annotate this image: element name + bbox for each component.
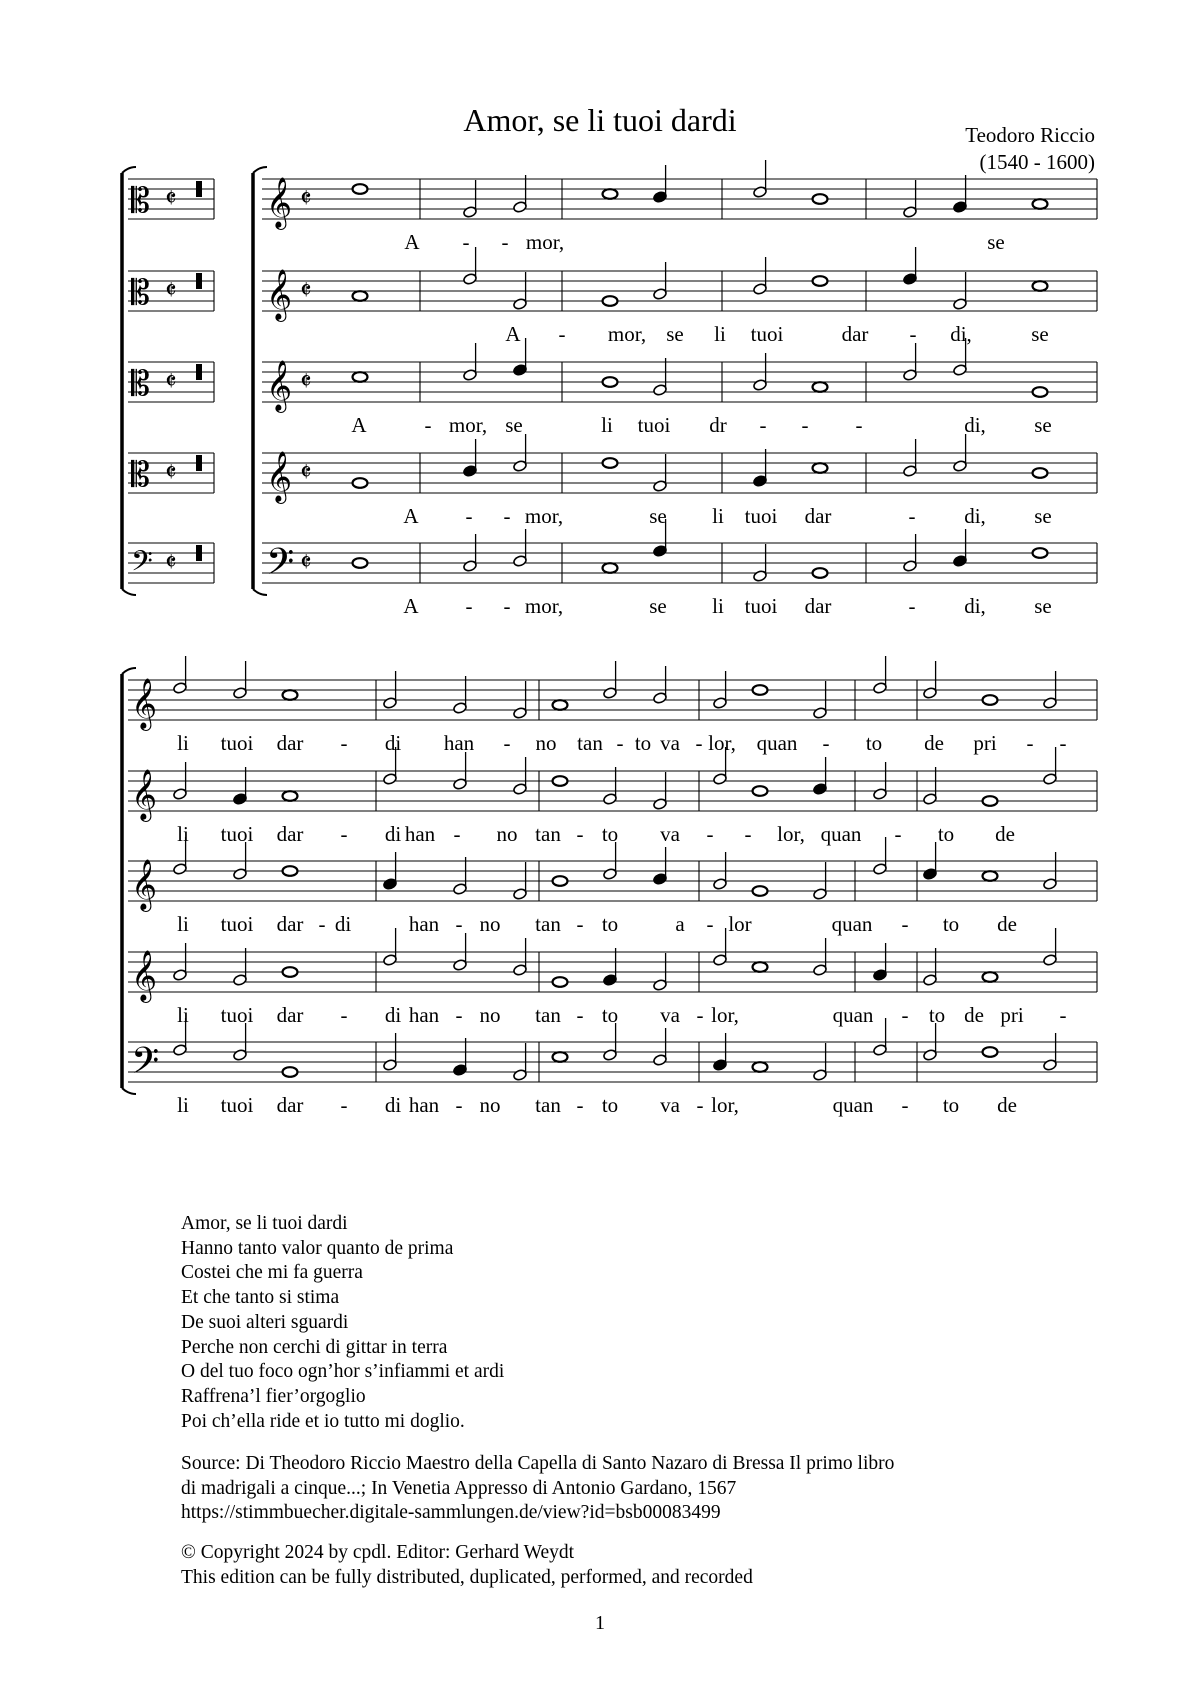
half-note: [653, 1028, 668, 1066]
whole-note: [813, 382, 828, 392]
incipit-clef: 𝄡: [131, 273, 150, 313]
half-note: [383, 928, 398, 966]
lyric-syllable: han: [443, 731, 475, 755]
lyric-syllable: -: [696, 1003, 704, 1027]
poem-line: Hanno tanto valor quanto de prima: [181, 1237, 454, 1259]
composer-dates: (1540 - 1600): [979, 150, 1095, 174]
staff: [262, 543, 1097, 583]
voice-3: [128, 338, 1097, 437]
lyric-syllable: lor,: [711, 1093, 739, 1117]
half-note: [923, 767, 938, 805]
whole-note: [603, 377, 618, 387]
license-line: This edition can be fully distributed, duplicated, performed, and recorded: [181, 1566, 753, 1588]
lyric-syllable: to: [601, 912, 619, 936]
whole-note: [353, 291, 368, 301]
lyric-syllable: dar: [276, 1003, 304, 1027]
whole-note: [283, 690, 298, 700]
poem-text: [181, 1212, 504, 1434]
lyric-syllable: to: [634, 731, 652, 755]
lyric-syllable: to: [942, 1093, 960, 1117]
lyric-syllable: -: [696, 1093, 704, 1117]
lyric-syllable: tan: [577, 731, 603, 755]
quarter-note: [813, 757, 828, 795]
lyric-syllable: dar: [276, 822, 304, 846]
whole-note: [813, 276, 828, 286]
clef: 𝄞: [131, 678, 158, 729]
lyric-syllable: se: [1034, 413, 1052, 437]
lyric-syllable: di: [384, 822, 402, 846]
lyric-syllable: to: [865, 731, 883, 755]
half-note: [873, 1018, 888, 1056]
lyric-syllable: -: [576, 1003, 584, 1027]
lyric-syllable: tuoi: [220, 1003, 254, 1027]
half-note: [903, 439, 918, 477]
half-note: [713, 928, 728, 966]
whole-note: [753, 1062, 768, 1072]
half-note: [513, 757, 528, 795]
clef: 𝄞: [266, 269, 293, 320]
copyright-note: [181, 1541, 753, 1590]
staff: [128, 861, 1097, 901]
staff: [128, 952, 1097, 992]
lyric-syllable: tuoi: [220, 1093, 254, 1117]
quarter-note: [903, 247, 918, 285]
poem-line: O del tuo foco ogn’hor s’infiammi et ardi: [181, 1361, 505, 1383]
lyric-syllable: tuoi: [220, 731, 254, 755]
lyric-syllable: -: [901, 1003, 909, 1027]
lyric-syllable: -: [908, 504, 916, 528]
lyric-syllable: se: [987, 230, 1005, 254]
lyric-syllable: -: [455, 1003, 463, 1027]
lyric-syllable: -: [340, 1093, 348, 1117]
lyric-syllable: no: [479, 1093, 501, 1117]
lyric-syllable: quan: [831, 912, 873, 936]
lyric-syllable: to: [942, 912, 960, 936]
incipit-clef: 𝄡: [131, 364, 150, 404]
half-note: [1043, 747, 1058, 785]
clef: 𝄢: [131, 1040, 160, 1091]
lyric-syllable: -: [1026, 731, 1034, 755]
lyric-syllable: -: [576, 822, 584, 846]
lyric-syllable: -: [453, 822, 461, 846]
voice-1: [128, 160, 1097, 254]
lyric-syllable: li: [177, 1093, 189, 1117]
clef: 𝄢: [266, 541, 295, 592]
lyric-syllable: A: [403, 504, 419, 528]
lyric-syllable: di,: [964, 413, 986, 437]
lyric-syllable: li: [177, 912, 189, 936]
staff: [128, 680, 1097, 720]
quarter-note: [603, 948, 618, 986]
half-note: [653, 358, 668, 396]
lyric-syllable: dar: [804, 504, 832, 528]
lyric-syllable: han: [404, 822, 436, 846]
quarter-note: [453, 1038, 468, 1076]
lyric-syllable: han: [408, 1093, 440, 1117]
lyric-syllable: de: [997, 1093, 1017, 1117]
lyric-syllable: mor,: [524, 504, 564, 528]
page-title: Amor, se li tuoi dardi: [463, 102, 737, 138]
lyric-syllable: -: [340, 1003, 348, 1027]
lyric-syllable: -: [695, 731, 703, 755]
lyric-syllable: pri: [973, 731, 997, 755]
lyric-syllable: dar: [276, 731, 304, 755]
poem-line: Costei che mi fa guerra: [181, 1262, 363, 1284]
whole-note: [283, 967, 298, 977]
time-signature: 𝄵: [300, 184, 312, 214]
voice-4: [128, 928, 1097, 1027]
lyric-syllable: -: [465, 504, 473, 528]
lyric-syllable: -: [822, 731, 830, 755]
page-number: 1: [595, 1612, 605, 1634]
source-note: [181, 1452, 894, 1526]
whole-note: [753, 786, 768, 796]
poem-line: Poi ch’ella ride et io tutto mi doglio.: [181, 1410, 465, 1432]
lyric-syllable: se: [649, 504, 667, 528]
whole-note: [553, 700, 568, 710]
staff: [128, 771, 1097, 811]
whole-note: [753, 685, 768, 695]
lyric-syllable: mor,: [525, 230, 565, 254]
staff: [262, 453, 1097, 493]
lyric-syllable: no: [479, 912, 501, 936]
lyric-syllable: -: [318, 912, 326, 936]
lyric-syllable: -: [744, 822, 752, 846]
lyric-syllable: -: [706, 822, 714, 846]
lyric-syllable: -: [901, 912, 909, 936]
lyric-syllable: to: [601, 822, 619, 846]
breve-rest: [196, 273, 202, 289]
time-signature: 𝄵: [300, 548, 312, 578]
lyric-syllable: de: [997, 912, 1017, 936]
staff: [262, 179, 1097, 219]
time-signature: 𝄵: [165, 184, 177, 214]
lyric-syllable: -: [424, 413, 432, 437]
lyric-syllable: li: [601, 413, 613, 437]
lyric-syllable: -: [801, 413, 809, 437]
whole-note: [753, 962, 768, 972]
poem-line: De suoi alteri sguardi: [181, 1311, 349, 1333]
half-note: [453, 857, 468, 895]
lyric-syllable: di: [384, 1003, 402, 1027]
lyric-syllable: li: [712, 594, 724, 618]
incipit-clef: 𝄢: [131, 545, 153, 585]
lyric-syllable: se: [1034, 594, 1052, 618]
lyric-syllable: tuoi: [637, 413, 671, 437]
lyric-syllable: mor,: [448, 413, 488, 437]
lyric-syllable: -: [1059, 1003, 1067, 1027]
whole-note: [983, 871, 998, 881]
lyric-syllable: quan: [832, 1003, 874, 1027]
bracket-hook: [253, 167, 267, 173]
half-note: [173, 656, 188, 694]
whole-note: [1033, 199, 1048, 209]
voice-3: [128, 837, 1097, 936]
lyric-syllable: A: [505, 322, 521, 346]
time-signature: 𝄵: [300, 458, 312, 488]
lyric-syllable: -: [501, 230, 509, 254]
quarter-note: [233, 767, 248, 805]
lyric-syllable: lor,: [708, 731, 736, 755]
clef: 𝄞: [266, 360, 293, 411]
half-note: [873, 837, 888, 875]
lyric-syllable: se: [649, 594, 667, 618]
whole-note: [353, 478, 368, 488]
lyric-syllable: lor: [728, 912, 752, 936]
half-note: [513, 175, 528, 213]
poem-line: Amor, se li tuoi dardi: [181, 1213, 348, 1234]
whole-note: [553, 1052, 568, 1062]
lyric-syllable: tuoi: [744, 504, 778, 528]
lyric-syllable: li: [177, 1003, 189, 1027]
clef: 𝄞: [266, 177, 293, 228]
whole-note: [283, 866, 298, 876]
lyric-syllable: se: [505, 413, 523, 437]
lyric-syllable: tuoi: [220, 912, 254, 936]
lyric-syllable: A: [404, 230, 420, 254]
lyric-syllable: -: [1059, 731, 1067, 755]
incipit-clef: 𝄡: [131, 181, 150, 221]
lyric-syllable: mor,: [607, 322, 647, 346]
voice-2: [128, 247, 1097, 346]
bracket-hook: [122, 589, 136, 595]
whole-note: [553, 876, 568, 886]
half-note: [1043, 928, 1058, 966]
lyric-syllable: dr: [709, 413, 727, 437]
lyric-syllable: -: [909, 322, 917, 346]
lyric-syllable: to: [928, 1003, 946, 1027]
staff: [262, 271, 1097, 311]
lyric-syllable: dar: [276, 912, 304, 936]
whole-note: [603, 189, 618, 199]
lyric-syllable: lor,: [711, 1003, 739, 1027]
clef: 𝄞: [131, 859, 158, 910]
lyric-syllable: li: [177, 822, 189, 846]
time-signature: 𝄵: [165, 276, 177, 306]
lyric-syllable: di,: [964, 504, 986, 528]
breve-rest: [196, 364, 202, 380]
lyric-syllable: di: [384, 1093, 402, 1117]
lyric-syllable: tan: [535, 822, 561, 846]
source-line: Source: Di Theodoro Riccio Maestro della Capella di Santo Nazaro di Bressa Il primo libro: [181, 1453, 895, 1474]
whole-note: [983, 796, 998, 806]
lyric-syllable: to: [601, 1093, 619, 1117]
lyric-syllable: A: [351, 413, 367, 437]
lyric-syllable: tan: [535, 1093, 561, 1117]
lyric-syllable: -: [455, 912, 463, 936]
lyric-syllable: dar: [276, 1093, 304, 1117]
lyric-syllable: A: [403, 594, 419, 618]
whole-note: [553, 977, 568, 987]
staff: [262, 362, 1097, 402]
lyric-syllable: to: [601, 1003, 619, 1027]
lyric-syllable: de: [924, 731, 944, 755]
lyric-syllable: -: [465, 594, 473, 618]
lyric-syllable: -: [340, 822, 348, 846]
whole-note: [283, 1067, 298, 1077]
bracket-hook: [122, 668, 136, 674]
whole-note: [603, 296, 618, 306]
lyric-syllable: no: [479, 1003, 501, 1027]
lyric-syllable: di: [334, 912, 352, 936]
incipit-clef: 𝄡: [131, 455, 150, 495]
half-note: [513, 529, 528, 567]
lyric-syllable: tuoi: [744, 594, 778, 618]
lyric-syllable: -: [503, 594, 511, 618]
whole-note: [1033, 281, 1048, 291]
lyric-syllable: -: [503, 731, 511, 755]
lyric-syllable: de: [964, 1003, 984, 1027]
whole-note: [1033, 468, 1048, 478]
lyric-syllable: quan: [832, 1093, 874, 1117]
lyric-syllable: de: [995, 822, 1015, 846]
lyric-syllable: han: [408, 1003, 440, 1027]
voice-2: [128, 747, 1097, 846]
whole-note: [813, 194, 828, 204]
breve-rest: [196, 545, 202, 561]
voice-1: [128, 656, 1097, 755]
lyric-syllable: -: [558, 322, 566, 346]
quarter-note: [953, 529, 968, 567]
lyric-syllable: -: [576, 1093, 584, 1117]
lyric-syllable: -: [855, 413, 863, 437]
source-url: https://stimmbuecher.digitale-sammlungen.de/view?id=bsb00083499: [181, 1502, 721, 1524]
voice-5: [128, 1018, 1097, 1117]
half-note: [603, 767, 618, 805]
poem-line: Et che tanto si stima: [181, 1287, 340, 1309]
lyric-syllable: li: [177, 731, 189, 755]
lyric-syllable: tuoi: [750, 322, 784, 346]
time-signature: 𝄵: [300, 367, 312, 397]
system-2: [122, 656, 1097, 1117]
composer-name: Teodoro Riccio: [965, 123, 1095, 147]
quarter-note: [463, 439, 478, 477]
lyric-syllable: to: [937, 822, 955, 846]
lyric-syllable: -: [503, 504, 511, 528]
lyric-syllable: di,: [964, 594, 986, 618]
voice-5: [128, 519, 1097, 618]
lyric-syllable: mor,: [524, 594, 564, 618]
lyric-syllable: dar: [841, 322, 869, 346]
lyric-syllable: a: [675, 912, 685, 936]
lyric-syllable: -: [901, 1093, 909, 1117]
bracket-hook: [253, 589, 267, 595]
half-note: [513, 938, 528, 976]
lyric-syllable: va: [660, 1093, 680, 1117]
lyric-syllable: -: [759, 413, 767, 437]
half-note: [453, 676, 468, 714]
lyric-syllable: se: [1031, 322, 1049, 346]
quarter-note: [653, 847, 668, 885]
lyric-syllable: -: [340, 731, 348, 755]
lyric-syllable: se: [666, 322, 684, 346]
lyric-syllable: li: [712, 504, 724, 528]
whole-note: [1033, 387, 1048, 397]
lyric-syllable: dar: [804, 594, 832, 618]
time-signature: 𝄵: [165, 548, 177, 578]
whole-note: [603, 563, 618, 573]
time-signature: 𝄵: [165, 367, 177, 397]
lyric-syllable: -: [616, 731, 624, 755]
lyric-syllable: -: [908, 594, 916, 618]
half-note: [813, 938, 828, 976]
time-signature: 𝄵: [165, 458, 177, 488]
lyric-syllable: di: [384, 731, 402, 755]
lyric-syllable: quan: [820, 822, 862, 846]
bracket-hook: [122, 167, 136, 173]
lyric-syllable: quan: [756, 731, 798, 755]
whole-note: [983, 695, 998, 705]
whole-note: [813, 463, 828, 473]
breve-rest: [196, 455, 202, 471]
poem-line: Raffrena’l fier’orgoglio: [181, 1385, 366, 1407]
whole-note: [1033, 548, 1048, 558]
whole-note: [553, 776, 568, 786]
whole-note: [603, 458, 618, 468]
lyric-syllable: tan: [535, 912, 561, 936]
whole-note: [753, 886, 768, 896]
quarter-note: [653, 165, 668, 203]
half-note: [923, 948, 938, 986]
system-1: [122, 160, 1097, 618]
lyric-syllable: pri: [1000, 1003, 1024, 1027]
lyric-syllable: -: [462, 230, 470, 254]
staff: [128, 1042, 1097, 1082]
lyric-syllable: -: [706, 912, 714, 936]
half-note: [873, 656, 888, 694]
lyric-syllable: han: [408, 912, 440, 936]
copyright-line: © Copyright 2024 by cpdl. Editor: Gerhard Weydt: [181, 1542, 575, 1563]
lyric-syllable: li: [714, 322, 726, 346]
lyric-syllable: va: [660, 731, 680, 755]
half-note: [233, 948, 248, 986]
half-note: [653, 666, 668, 704]
lyric-syllable: lor,: [777, 822, 805, 846]
lyric-syllable: -: [455, 1093, 463, 1117]
source-line: di madrigali a cinque...; In Venetia Appresso di Antonio Gardano, 1567: [181, 1477, 737, 1499]
whole-note: [283, 791, 298, 801]
clef: 𝄞: [266, 451, 293, 502]
lyric-syllable: se: [1034, 504, 1052, 528]
quarter-note: [953, 175, 968, 213]
lyric-syllable: -: [576, 912, 584, 936]
whole-note: [983, 1047, 998, 1057]
whole-note: [353, 372, 368, 382]
lyric-syllable: tuoi: [220, 822, 254, 846]
quarter-note: [753, 449, 768, 487]
whole-note: [983, 972, 998, 982]
whole-note: [353, 558, 368, 568]
clef: 𝄞: [131, 950, 158, 1001]
lyric-syllable: tan: [535, 1003, 561, 1027]
lyric-syllable: -: [894, 822, 902, 846]
half-note: [753, 257, 768, 295]
lyric-syllable: va: [660, 1003, 680, 1027]
time-signature: 𝄵: [300, 276, 312, 306]
lyric-syllable: no: [535, 731, 557, 755]
whole-note: [353, 184, 368, 194]
breve-rest: [196, 181, 202, 197]
lyric-syllable: va: [660, 822, 680, 846]
clef: 𝄞: [131, 769, 158, 820]
voice-4: [128, 434, 1097, 528]
poem-line: Perche non cerchi di gittar in terra: [181, 1336, 448, 1358]
lyric-syllable: no: [496, 822, 518, 846]
whole-note: [813, 568, 828, 578]
lyric-syllable: di,: [950, 322, 972, 346]
